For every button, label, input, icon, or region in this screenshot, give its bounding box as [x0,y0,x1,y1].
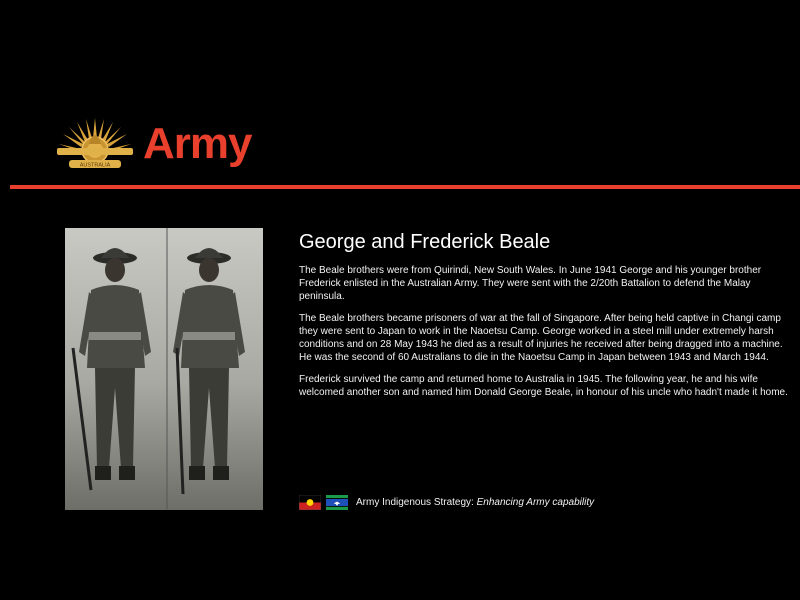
article-paragraph: Frederick survived the camp and returned home to Australia in 1945. The following year, he and his wife welcomed another son and named him Donald George Beale, in honour of his uncle who hadn't made it home. [299,374,788,398]
footer-strategy [299,493,594,511]
torres-strait-islander-flag-icon [326,495,348,510]
footer-emphasis: Enhancing Army capability [476,496,595,508]
aboriginal-flag-icon [299,495,321,510]
article [299,230,789,408]
slide [5,0,795,600]
rising-sun-badge-icon [55,110,135,172]
badge-scroll-text: AUSTRALIA [79,162,111,169]
footer-text [356,497,594,508]
soldiers-photo [65,228,263,510]
army-wordmark: Army [143,119,252,168]
footer-prefix: Army Indigenous Strategy: [356,496,477,508]
article-paragraph: The Beale brothers became prisoners of war at the fall of Singapore. After being held captive in Changi camp they were sent to Japan to work in the Naoetsu Camp. George worked in a steel mill under extremely harsh conditions and on 28 May 1943 he died as a result of injuries he received after being dragged into a machine. He was the second of 60 Australians to die in the Naoetsu Camp in Japan between 1943 and March 1944. [299,313,783,363]
army-header [55,110,285,174]
divider-rule [10,185,800,189]
article-paragraph: The Beale brothers were from Quirindi, New South Wales. In June 1941 George and his younger brother Frederick enlisted in the Australian Army. They were sent with the 2/20th Battalion to defend the Malay peninsula. [299,265,762,302]
article-title: George and Frederick Beale [299,231,551,253]
